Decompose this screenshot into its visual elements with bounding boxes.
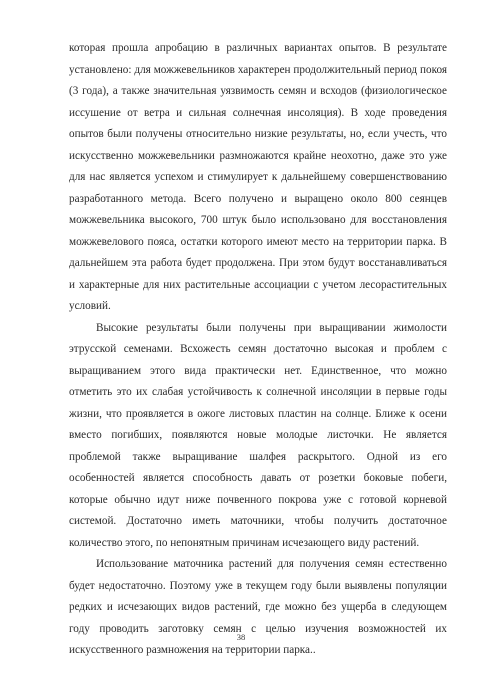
paragraph-juniper-results: которая прошла апробацию в различных вариантах опытов. В результате установлено: для можжевельников характерен продолжительный период покоя (3 года), а также значительная уязвимость семян и всходов (физиологическое иссушение от ветра и сильная солнечная инсоляция). В ходе проведения опытов были получены относительно низкие результаты, но, если учесть, что искусственно можжевельники размножаются крайне неохотно, даже это уже для нас является успехом и стимулирует к дальнейшему совершенствованию разработанного метода. Всего получено и выращено около 800 сеянцев можжевельника высокого, 700 штук было использовано для восстановления можжевелового пояса, остатки которого имеют место на территории парка. В дальнейшем эта работа будет продолжена. При этом будут восстанавливаться и характерные для них растительные ассоциации с учетом лесорастительных условий. bbox=[69, 42, 447, 312]
body-text bbox=[69, 38, 447, 662]
paragraph-honeysuckle-sage: Высокие результаты были получены при выращивании жимолости этрусской семенами. Всхожесть семян достаточно высокая и проблем с выращиванием этого вида практически нет. Единственное, что можно отметить это их слабая устойчивость к солнечной инсоляции в первые годы жизни, что проявляется в ожоге листовых пластин на солнце. Ближе к осени вместо погибших, появляются новые молодые листочки. Не является проблемой также выращивание шалфея раскрытого. Одной из его особенностей является способность давать от розетки боковые побеги, которые обычно идут ниже почвенного покрова уже с готовой корневой системой. Достаточно иметь маточники, чтобы получить достаточное количество этого, по непонятным причинам исчезающего виду растений. bbox=[69, 321, 447, 549]
paragraph-seed-populations: Использование маточника растений для получения семян естественно будет недостаточно. Поэтому уже в текущем году были выявлены популяции редких и исчезающих видов растений, где можно без ущерба в следующем году проводить заготовку семян с целью изучения возможностей их искусственного размножения на территории парка.. bbox=[69, 558, 447, 656]
page-number: 38 bbox=[236, 632, 246, 642]
